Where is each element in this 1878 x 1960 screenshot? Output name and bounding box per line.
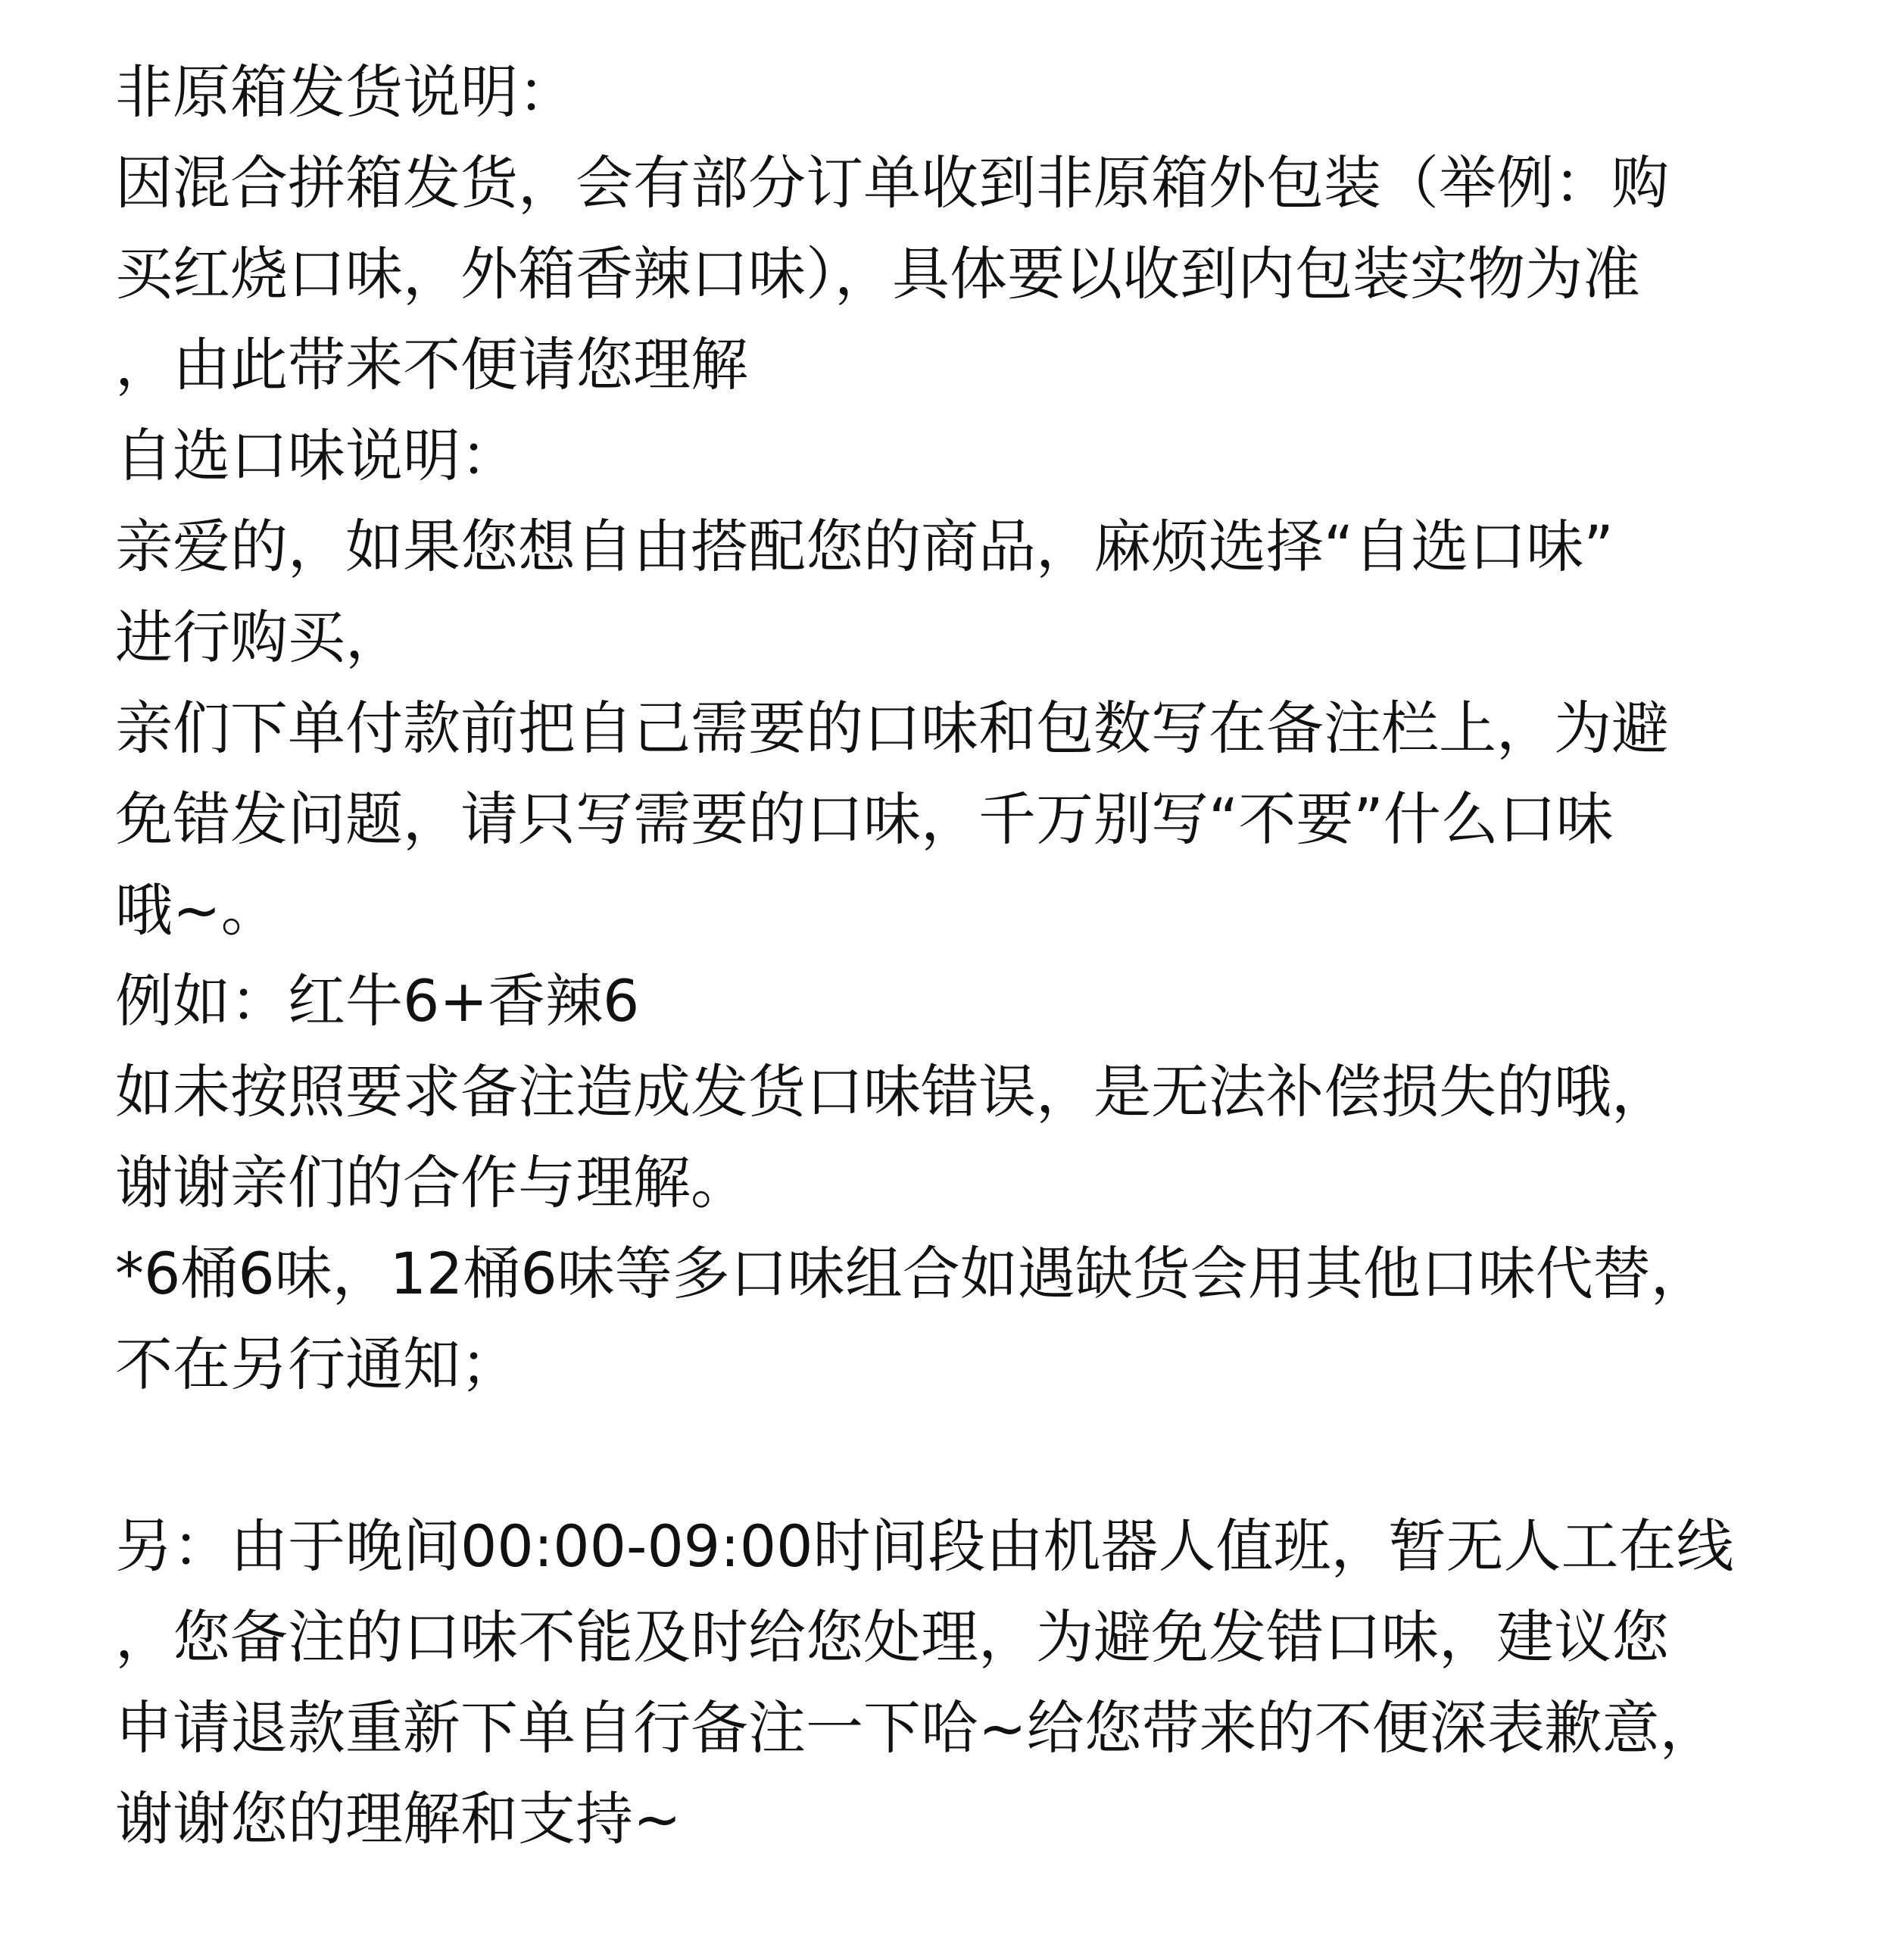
text-line: 亲爱的，如果您想自由搭配您的商品，麻烦选择“自选口味” [115,513,1614,580]
text-line: 买红烧口味，外箱香辣口味），具体要以收到内包装实物为准 [115,240,1640,307]
text-line: ，您备注的口味不能及时给您处理，为避免发错口味，建议您 [115,1603,1669,1671]
blank-line [115,1410,1819,1501]
text-line: 申请退款重新下单自行备注一下哈~给您带来的不便深表歉意， [115,1694,1717,1762]
text-line: 谢谢您的理解和支持~ [115,1785,682,1852]
example-line: 例如：红牛6+香辣6 [115,967,640,1035]
text-line: 进行购买， [115,604,403,671]
text-line: 不在另行通知； [115,1331,518,1398]
shipping-notice [115,47,1819,1865]
text-line: 因混合拼箱发货，会有部分订单收到非原箱外包装（举例：购 [115,149,1669,217]
section-heading-custom-flavor: 自选口味说明： [115,422,518,489]
text-line: 亲们下单付款前把自己需要的口味和包数写在备注栏上，为避 [115,694,1669,762]
section-heading-non-original-box: 非原箱发货说明： [115,58,576,126]
text-line: 如未按照要求备注造成发货口味错误，是无法补偿损失的哦， [115,1058,1669,1125]
text-line: 哦~。 [115,876,279,944]
text-line: 另：由于晚间00:00-09:00时间段由机器人值班，暂无人工在线 [115,1512,1734,1580]
text-line: ，由此带来不便请您理解 [115,331,748,398]
text-line: 免错发问题，请只写需要的口味，千万别写“不要”什么口味 [115,785,1614,853]
text-line: *6桶6味，12桶6味等多口味组合如遇缺货会用其他口味代替， [115,1240,1708,1307]
text-line: 谢谢亲们的合作与理解。 [115,1149,748,1216]
